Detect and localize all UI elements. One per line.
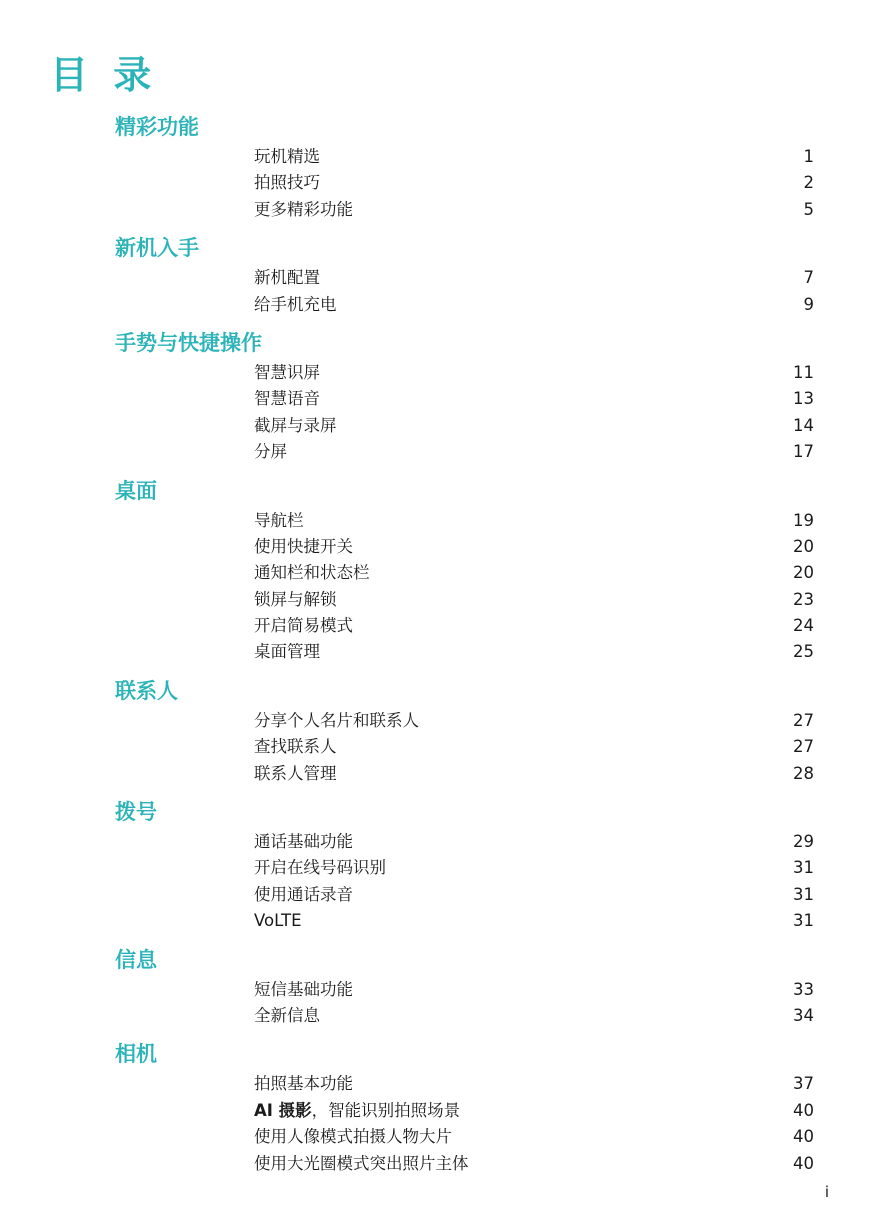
entry-page-number[interactable]: 34 (793, 1005, 814, 1025)
toc-entry[interactable] (0, 197, 869, 223)
toc-entry[interactable] (0, 829, 869, 855)
section-spacer (0, 318, 869, 326)
toc-entry[interactable] (0, 413, 869, 439)
section-heading[interactable]: 信息 (115, 947, 157, 972)
entry-title[interactable]: 拍照技巧 (254, 173, 320, 193)
entry-title[interactable]: 桌面管理 (254, 642, 320, 662)
toc-entry[interactable] (0, 1071, 869, 1097)
entry-page-number[interactable]: 5 (803, 199, 814, 219)
toc-section (0, 326, 869, 474)
toc-section (0, 1037, 869, 1185)
entry-title[interactable]: 查找联系人 (254, 737, 337, 757)
entry-title[interactable]: 开启在线号码识别 (254, 858, 386, 878)
entry-page-number[interactable]: 1 (803, 147, 814, 166)
toc-entry[interactable] (0, 708, 869, 734)
entry-page-number[interactable]: 40 (793, 1153, 814, 1173)
section-heading[interactable]: 桌面 (115, 478, 157, 503)
entry-title[interactable]: 给手机充电 (254, 294, 337, 314)
toc-entry[interactable] (0, 613, 869, 639)
entry-page-number[interactable]: 40 (793, 1100, 814, 1120)
entry-page-number[interactable]: 31 (793, 884, 814, 904)
toc-section (0, 674, 869, 795)
entry-page-number[interactable]: 9 (803, 294, 814, 314)
table-of-contents (0, 110, 869, 1185)
entry-title[interactable]: 分屏 (254, 442, 287, 462)
toc-entry[interactable] (0, 386, 869, 412)
toc-entry[interactable] (0, 639, 869, 665)
entry-title[interactable]: 开启简易模式 (254, 616, 353, 636)
toc-entry[interactable] (0, 360, 869, 386)
entry-page-number[interactable]: 29 (793, 832, 814, 852)
entry-page-number[interactable]: 7 (803, 268, 814, 288)
section-heading[interactable]: 新机入手 (115, 236, 199, 261)
section-spacer (0, 787, 869, 795)
toc-entry[interactable] (0, 560, 869, 586)
entry-page-number[interactable]: 40 (793, 1127, 814, 1147)
section-heading[interactable]: 手势与快捷操作 (115, 330, 262, 355)
toc-entry[interactable] (0, 761, 869, 787)
entry-page-number[interactable]: 37 (793, 1074, 814, 1094)
toc-entry[interactable] (0, 439, 869, 465)
entry-title[interactable]: 智慧语音 (254, 389, 320, 409)
toc-entry[interactable] (0, 587, 869, 613)
entry-page-number[interactable]: 23 (793, 589, 814, 609)
page-title: 目 录 (50, 53, 158, 97)
entry-title[interactable]: 通知栏和状态栏 (254, 563, 370, 583)
entry-page-number[interactable]: 17 (793, 442, 814, 462)
toc-section (0, 110, 869, 231)
toc-entry[interactable] (0, 534, 869, 560)
toc-entry[interactable] (0, 977, 869, 1003)
section-spacer (0, 223, 869, 231)
entry-title[interactable]: 导航栏 (254, 510, 304, 530)
toc-section (0, 943, 869, 1038)
page-number: i (824, 1183, 829, 1201)
entry-title[interactable]: 新机配置 (254, 268, 320, 288)
toc-entry[interactable] (0, 508, 869, 534)
entry-title[interactable]: 拍照基本功能 (254, 1074, 353, 1094)
entry-title[interactable]: 短信基础功能 (254, 979, 353, 999)
entry-title[interactable]: 玩机精选 (254, 147, 320, 166)
entry-title[interactable]: 智慧识屏 (254, 362, 320, 382)
toc-entry[interactable] (0, 265, 869, 291)
toc-entry[interactable] (0, 292, 869, 318)
entry-title[interactable]: VoLTE (254, 911, 302, 931)
toc-section (0, 231, 869, 326)
entry-title[interactable]: 使用通话录音 (254, 884, 353, 904)
section-spacer (0, 1029, 869, 1037)
section-heading[interactable]: 联系人 (115, 678, 178, 703)
entry-title[interactable]: 锁屏与解锁 (254, 589, 337, 609)
section-spacer (0, 466, 869, 474)
toc-entry[interactable] (0, 734, 869, 760)
section-heading[interactable]: 相机 (115, 1042, 157, 1067)
toc-entry[interactable] (0, 1098, 869, 1124)
entry-page-number[interactable]: 25 (793, 642, 814, 662)
entry-title[interactable]: 截屏与录屏 (254, 415, 337, 435)
section-heading[interactable]: 拨号 (115, 800, 157, 825)
entry-title[interactable]: 联系人管理 (254, 763, 337, 783)
entry-title[interactable]: 更多精彩功能 (254, 199, 353, 219)
entry-page-number[interactable]: 20 (793, 563, 814, 583)
entry-page-number[interactable]: 27 (793, 710, 814, 730)
entry-title-bold: AI 摄影 (254, 1100, 312, 1120)
toc-entry[interactable] (0, 144, 869, 170)
toc-section (0, 795, 869, 943)
entry-title[interactable]: 使用快捷开关 (254, 536, 353, 556)
toc-entry[interactable] (0, 855, 869, 881)
entry-page-number[interactable]: 20 (793, 536, 814, 556)
entry-title-rest: ，智能识别拍照场景 (311, 1100, 461, 1120)
entry-page-number[interactable]: 2 (803, 173, 814, 193)
entry-title[interactable]: 通话基础功能 (254, 832, 353, 852)
entry-page-number[interactable]: 33 (793, 979, 814, 999)
entry-page-number[interactable]: 11 (793, 362, 814, 382)
entry-page-number[interactable]: 31 (793, 911, 814, 931)
entry-page-number[interactable]: 28 (793, 763, 814, 783)
section-heading[interactable]: 精彩功能 (115, 115, 199, 139)
toc-entry[interactable] (0, 1003, 869, 1029)
entry-page-number[interactable]: 24 (793, 616, 814, 636)
entry-title[interactable]: 使用人像模式拍摄人物大片 (254, 1127, 452, 1147)
toc-entry[interactable] (0, 882, 869, 908)
toc-section (0, 474, 869, 674)
section-spacer (0, 666, 869, 674)
toc-entry[interactable] (0, 1124, 869, 1150)
entry-page-number[interactable]: 31 (793, 858, 814, 878)
entry-page-number[interactable]: 27 (793, 737, 814, 757)
entry-title[interactable]: 全新信息 (254, 1005, 320, 1025)
toc-entry[interactable] (0, 170, 869, 196)
entry-title[interactable]: 分享个人名片和联系人 (254, 710, 419, 730)
toc-entry[interactable] (0, 1151, 869, 1177)
entry-title[interactable] (254, 1098, 460, 1124)
section-spacer (0, 935, 869, 943)
entry-page-number[interactable]: 14 (793, 415, 814, 435)
entry-page-number[interactable]: 19 (793, 510, 814, 530)
entry-title[interactable]: 使用大光圈模式突出照片主体 (254, 1153, 469, 1173)
toc-entry[interactable] (0, 908, 869, 934)
section-spacer (0, 1177, 869, 1185)
entry-page-number[interactable]: 13 (793, 389, 814, 409)
